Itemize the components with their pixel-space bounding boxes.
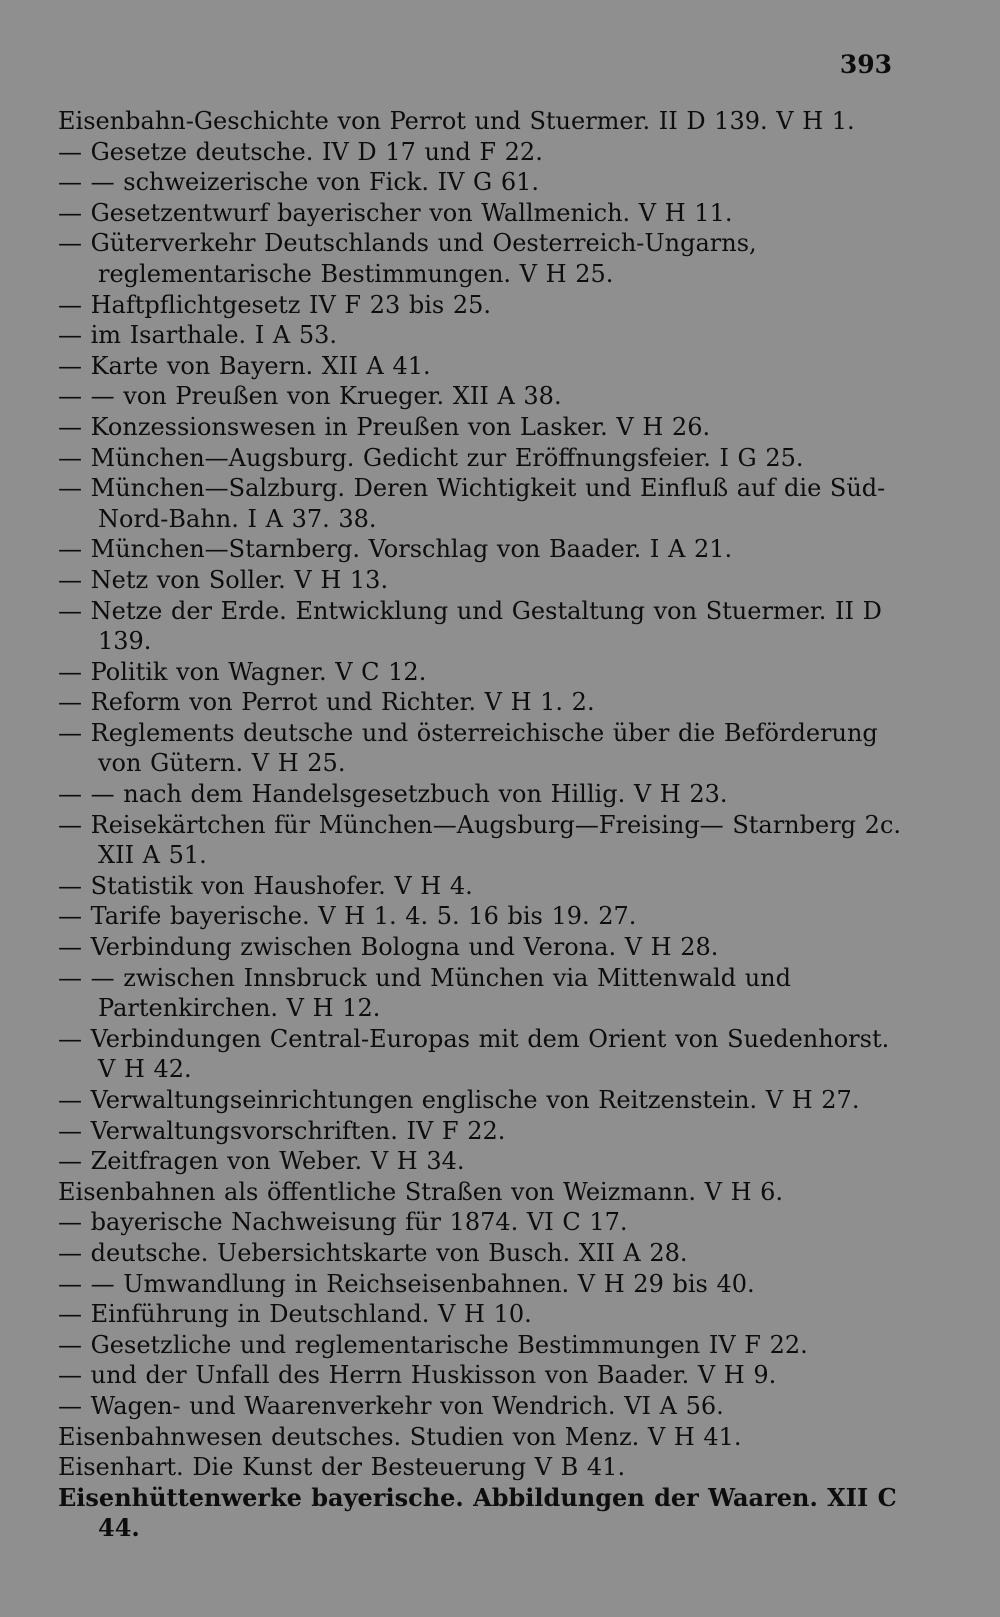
index-entry: — Reform von Perrot und Richter. V H 1. 2. xyxy=(58,688,595,717)
index-entry: — — schweizerische von Fick. IV G 61. xyxy=(58,168,540,197)
index-entry: — München—Starnberg. Vorschlag von Baader. I A 21. xyxy=(58,535,733,564)
index-entry: — Einführung in Deutschland. V H 10. xyxy=(58,1300,532,1329)
index-entry: — Tarife bayerische. V H 1. 4. 5. 16 bis 19. 27. xyxy=(58,902,637,931)
index-entry: — Verwaltungsvorschriften. IV F 22. xyxy=(58,1116,506,1145)
index-entry: Eisenbahnen als öffentliche Straßen von Weizmann. V H 6. xyxy=(58,1177,784,1206)
index-entry: — Statistik von Haushofer. V H 4. xyxy=(58,871,473,900)
index-entry: — deutsche. Uebersichtskarte von Busch. XII A 28. xyxy=(58,1238,688,1267)
index-entry: — Verbindungen Central-Europas mit dem Orient von Suedenhorst. V H 42. xyxy=(58,1024,890,1084)
index-entry: — Karte von Bayern. XII A 41. xyxy=(58,351,431,380)
index-entry: — und der Unfall des Herrn Huskisson von Baader. V H 9. xyxy=(58,1361,777,1390)
index-entry: — Gesetzentwurf bayerischer von Wallmenich. V H 11. xyxy=(58,198,733,227)
index-entry-list xyxy=(58,106,908,1544)
index-entry: — — Umwandlung in Reichseisenbahnen. V H 29 bis 40. xyxy=(58,1269,755,1298)
index-entry: — Politik von Wagner. V C 12. xyxy=(58,657,427,686)
index-entry: — Konzessionswesen in Preußen von Lasker. V H 26. xyxy=(58,412,711,441)
index-entry: — — nach dem Handelsgesetzbuch von Hillig. V H 23. xyxy=(58,780,728,809)
index-entry: — Reglements deutsche und österreichische über die Beförderung von Gütern. V H 25. xyxy=(58,718,878,778)
index-entry: — Verbindung zwischen Bologna und Verona. V H 28. xyxy=(58,933,719,962)
index-entry: — Netz von Soller. V H 13. xyxy=(58,565,389,594)
index-entry: — Netze der Erde. Entwicklung und Gestaltung von Stuermer. II D 139. xyxy=(58,596,882,656)
index-entry: — München—Augsburg. Gedicht zur Eröffnungsfeier. I G 25. xyxy=(58,443,804,472)
index-entry: — Gesetze deutsche. IV D 17 und F 22. xyxy=(58,137,543,166)
index-entry: — Gesetzliche und reglementarische Bestimmungen IV F 22. xyxy=(58,1330,808,1359)
index-entry: — Haftpflichtgesetz IV F 23 bis 25. xyxy=(58,290,492,319)
index-entry: Eisenbahnwesen deutsches. Studien von Menz. V H 41. xyxy=(58,1422,742,1451)
index-entry: — München—Salzburg. Deren Wichtigkeit und Einfluß auf die Süd-Nord-Bahn. I A 37. 38. xyxy=(58,474,886,533)
index-entry: — Güterverkehr Deutschlands und Oesterreich-Ungarns, reglementarische Bestimmungen. V H 25. xyxy=(58,229,757,288)
index-entry: Eisenhart. Die Kunst der Besteuerung V B 41. xyxy=(58,1453,626,1482)
index-entry: — — zwischen Innsbruck und München via Mittenwald und Partenkirchen. V H 12. xyxy=(58,963,791,1023)
index-entry: — Zeitfragen von Weber. V H 34. xyxy=(58,1147,465,1176)
index-entry: — Wagen- und Waarenverkehr von Wendrich. VI A 56. xyxy=(58,1391,724,1420)
index-entry: — Verwaltungseinrichtungen englische von Reitzenstein. V H 27. xyxy=(58,1086,860,1114)
index-entry: — bayerische Nachweisung für 1874. VI C 17. xyxy=(58,1208,628,1237)
index-entry: — Reisekärtchen für München—Augsburg—Freising— Starnberg 2c. XII A 51. xyxy=(58,810,902,870)
index-entry: Eisenhüttenwerke bayerische. Abbildungen der Waaren. XII C 44. xyxy=(58,1482,897,1543)
index-entry: — — von Preußen von Krueger. XII A 38. xyxy=(58,382,562,411)
page-number: 393 xyxy=(839,50,892,79)
index-entry: Eisenbahn-Geschichte von Perrot und Stuermer. II D 139. V H 1. xyxy=(58,107,855,135)
index-entry: — im Isarthale. I A 53. xyxy=(58,321,338,350)
